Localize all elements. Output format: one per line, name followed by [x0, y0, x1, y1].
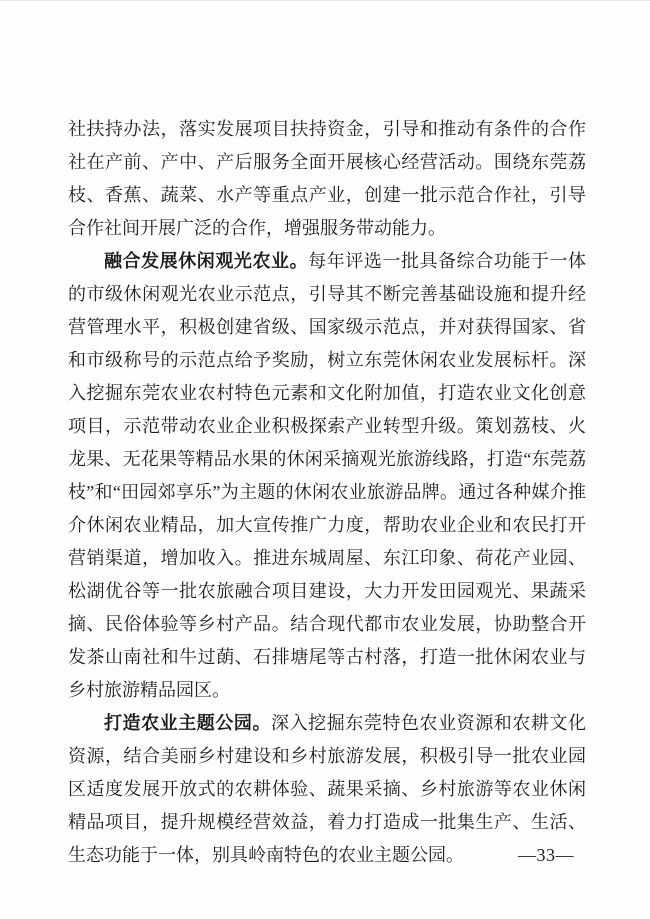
paragraph-lead: 打造农业主题公园。	[104, 713, 272, 733]
paragraph-agriculture-theme-park	[68, 707, 586, 872]
paragraph-text: 深入挖掘东莞特色农业资源和农耕文化资源，结合美丽乡村建设和乡村旅游发展，积极引导一批农业园区适度发展开放式的农耕体验、蔬果采摘、乡村旅游等农业休闲精品项目，提升规模经营效益，着力打造成一批集生产、生活、生态功能于一体，别具岭南特色的农业主题公园。	[68, 713, 587, 865]
document-body	[68, 113, 586, 872]
paragraph-text: 社扶持办法，落实发展项目扶持资金，引导和推动有条件的合作社在产前、产中、产后服务全面开展核心经营活动。围绕东莞荔枝、香蕉、蔬菜、水产等重点产业，创建一批示范合作社，引导合作社间开展广泛的合作，增强服务带动能力。	[68, 119, 586, 238]
paragraph-leisure-agriculture	[68, 245, 586, 707]
paragraph-lead: 融合发展休闲观光农业。	[104, 251, 309, 271]
paragraph-cooperative-support	[68, 113, 586, 245]
paragraph-text: 每年评选一批具备综合功能于一体的市级休闲观光农业示范点，引导其不断完善基础设施和提升经营管理水平，积极创建省级、国家级示范点，并对获得国家、省和市级称号的示范点给予奖励，树立东莞休闲农业发展标杆。深入挖掘东莞农业农村特色元素和文化附加值，打造农业文化创意项目，示范带动农业企业积极探索产业转型升级。策划荔枝、火龙果、无花果等精品水果的休闲采摘观光旅游线路，打造“东莞荔枝”和“田园郊享乐”为主题的休闲农业旅游品牌。通过各种媒介推介休闲农业精品，加大宣传推广力度，帮助农业企业和农民打开营销渠道，增加收入。推进东城周屋、东江印象、荷花产业园、松湖优谷等一批农旅融合项目建设，大力开发田园观光、果蔬采摘、民俗体验等乡村产品。结合现代都市农业发展，协助整合开发茶山南社和牛过蓢、石排塘尾等古村落，打造一批休闲农业与乡村旅游精品园区。	[68, 251, 587, 700]
page-number: —33—	[518, 845, 574, 865]
